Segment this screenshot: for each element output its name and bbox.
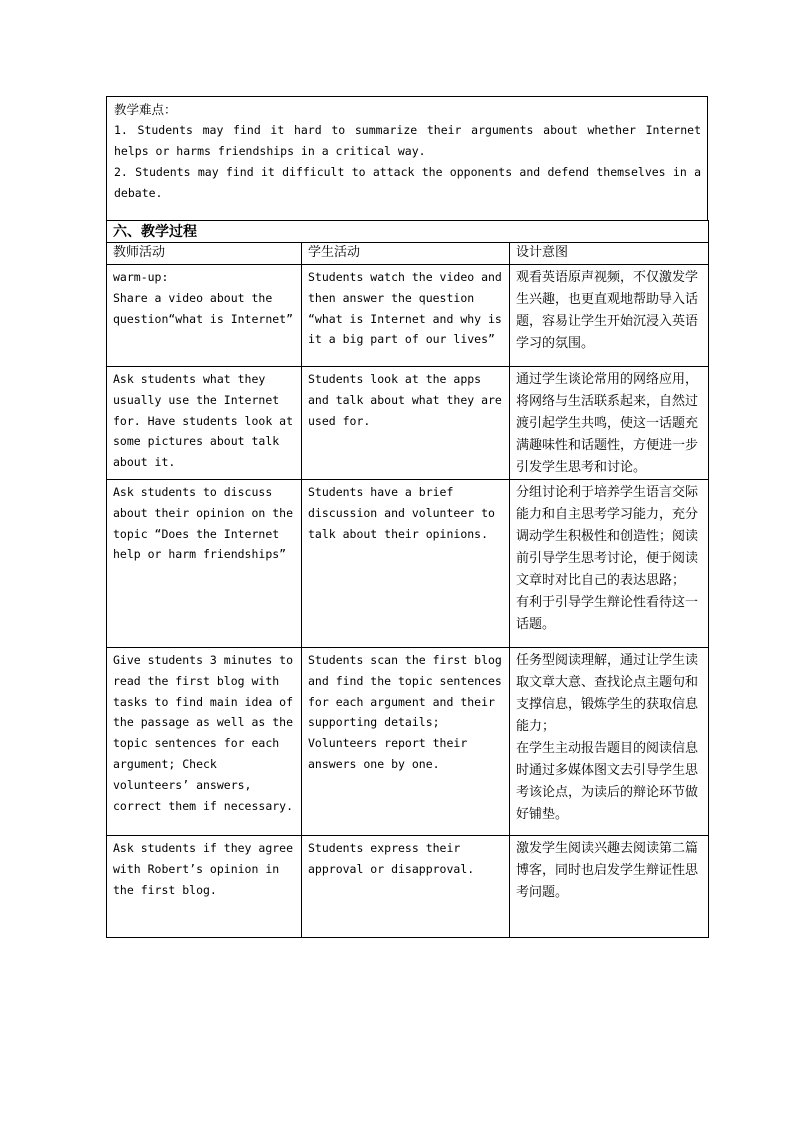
lesson-plan-document bbox=[106, 96, 708, 938]
teacher-activity-cell bbox=[107, 367, 302, 480]
section-title: 六、教学过程 bbox=[107, 221, 709, 243]
difficulties-heading: 教学难点： bbox=[114, 102, 177, 117]
cell-text: Students express their approval or disapproval. bbox=[308, 841, 475, 876]
design-intent-cell bbox=[510, 265, 709, 367]
design-intent-cell bbox=[510, 367, 709, 480]
difficulty-point-2: 2. Students may find it difficult to attack the opponents and defend themselves in a debate. bbox=[114, 165, 701, 200]
column-header-row bbox=[107, 243, 709, 265]
cell-text: Ask students if they agree with Robert’s opinion in the first blog. bbox=[113, 841, 300, 897]
design-intent-cell bbox=[510, 836, 709, 938]
cell-text: Students watch the video and then answer the question “what is Internet and why is it a big part of our lives” bbox=[308, 270, 509, 347]
student-activity-cell bbox=[302, 367, 510, 480]
teacher-activity-cell bbox=[107, 265, 302, 367]
cell-text: Students scan the first blog and find the topic sentences for each argument and their supporting details; bbox=[308, 653, 509, 730]
cell-text: Students have a brief discussion and volunteer to talk about their opinions. bbox=[308, 485, 502, 541]
table-row bbox=[107, 367, 709, 480]
design-intent-cell bbox=[510, 648, 709, 836]
cell-text: 任务型阅读理解，通过让学生读取文章大意、查找论点主题句和支撑信息，锻炼学生的获取信息能力； bbox=[516, 653, 699, 734]
student-activity-cell bbox=[302, 836, 510, 938]
cell-text: 有利于引导学生辩论性看待这一话题。 bbox=[516, 595, 699, 632]
cell-text: 观看英语原声视频，不仅激发学生兴趣，也更直观地帮助导入话题，容易让学生开始沉浸入英语学习的氛围。 bbox=[516, 270, 699, 351]
section-title-row bbox=[107, 221, 709, 243]
table-row bbox=[107, 480, 709, 648]
table-row bbox=[107, 648, 709, 836]
column-header-student: 学生活动 bbox=[302, 243, 510, 265]
teaching-process-table bbox=[106, 220, 709, 938]
table-row bbox=[107, 265, 709, 367]
cell-text: Share a video about the question“what is Internet” bbox=[113, 290, 294, 326]
cell-text: warm-up: bbox=[113, 270, 169, 284]
cell-text: Ask students to discuss about their opinion on the topic “Does the Internet help or harm friendships” bbox=[113, 485, 300, 562]
cell-text: Volunteers report their answers one by one. bbox=[308, 736, 475, 771]
cell-text: 激发学生阅读兴趣去阅读第二篇博客，同时也启发学生辩证性思考问题。 bbox=[516, 841, 699, 900]
table-row bbox=[107, 836, 709, 938]
cell-text: 在学生主动报告题目的阅读信息时通过多媒体图文去引导学生思考该论点，为读后的辩论环节做好铺垫。 bbox=[516, 741, 699, 822]
design-intent-cell bbox=[510, 480, 709, 648]
cell-text: Give students 3 minutes to read the first blog with tasks to find main idea of the passage as well as the topic sentences for each argument; Check volunteers’ answers, correct them if necessary. bbox=[113, 653, 300, 813]
cell-text: Students look at the apps and talk about what they are used for. bbox=[308, 372, 509, 428]
teacher-activity-cell bbox=[107, 480, 302, 648]
teacher-activity-cell bbox=[107, 648, 302, 836]
cell-text: 分组讨论利于培养学生语言交际能力和自主思考学习能力，充分调动学生积极性和创造性；阅读前引导学生思考讨论，便于阅读文章时对比自己的表达思路； bbox=[516, 485, 699, 588]
student-activity-cell bbox=[302, 480, 510, 648]
column-header-intent: 设计意图 bbox=[510, 243, 709, 265]
cell-text: 通过学生谈论常用的网络应用，将网络与生活联系起来，自然过渡引起学生共鸣，使这一话题充满趣味性和话题性，方便进一步引发学生思考和讨论。 bbox=[516, 372, 699, 475]
student-activity-cell bbox=[302, 648, 510, 836]
column-header-teacher: 教师活动 bbox=[107, 243, 302, 265]
teaching-difficulties-box bbox=[106, 96, 708, 220]
difficulty-point-1: 1. Students may find it hard to summarize their arguments about whether Internet helps or harms friendships in a critical way. bbox=[114, 123, 701, 158]
student-activity-cell bbox=[302, 265, 510, 367]
teacher-activity-cell bbox=[107, 836, 302, 938]
cell-text: Ask students what they usually use the Internet for. Have students look at some pictures about talk about it. bbox=[113, 372, 300, 470]
